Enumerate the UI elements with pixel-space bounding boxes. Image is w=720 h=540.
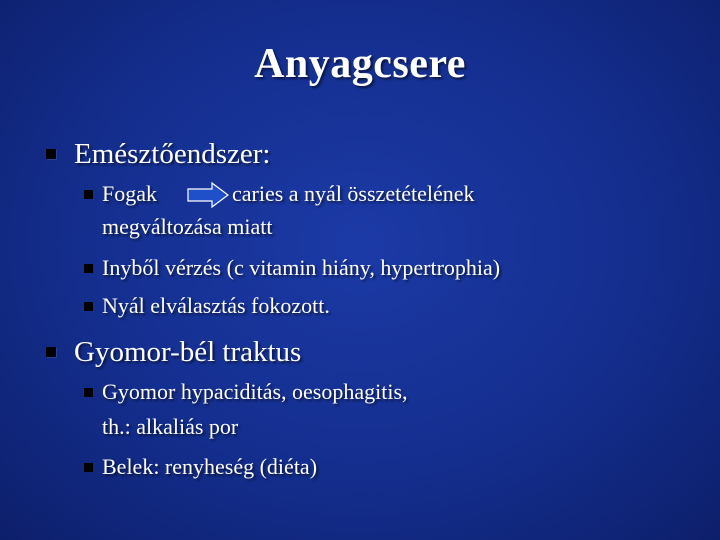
section-heading-text: Emésztőendszer: [74,138,271,170]
square-bullet-icon [84,388,93,397]
section-heading-text: Gyomor-bél traktus [74,336,302,368]
item-text-line2: megváltozása miatt [102,214,273,239]
item-text: Nyál elválasztás fokozott. [102,293,330,318]
slide-title: Anyagcsere [254,41,466,87]
item-text-line2: th.: alkaliás por [102,414,239,439]
item-text-part1: Fogak [102,181,157,206]
square-bullet-icon [46,347,56,357]
square-bullet-icon [46,149,56,159]
item-text-part2: caries a nyál összetételének [232,181,475,206]
item-text: Inyből vérzés (c vitamin hiány, hypertrophia) [102,255,501,280]
item-text: Belek: renyheség (diéta) [102,454,318,479]
square-bullet-icon [84,190,93,199]
square-bullet-icon [84,463,93,472]
item-text: Gyomor hypaciditás, oesophagitis, [102,379,408,404]
square-bullet-icon [84,302,93,311]
right-arrow-icon [186,182,230,208]
square-bullet-icon [84,264,93,273]
